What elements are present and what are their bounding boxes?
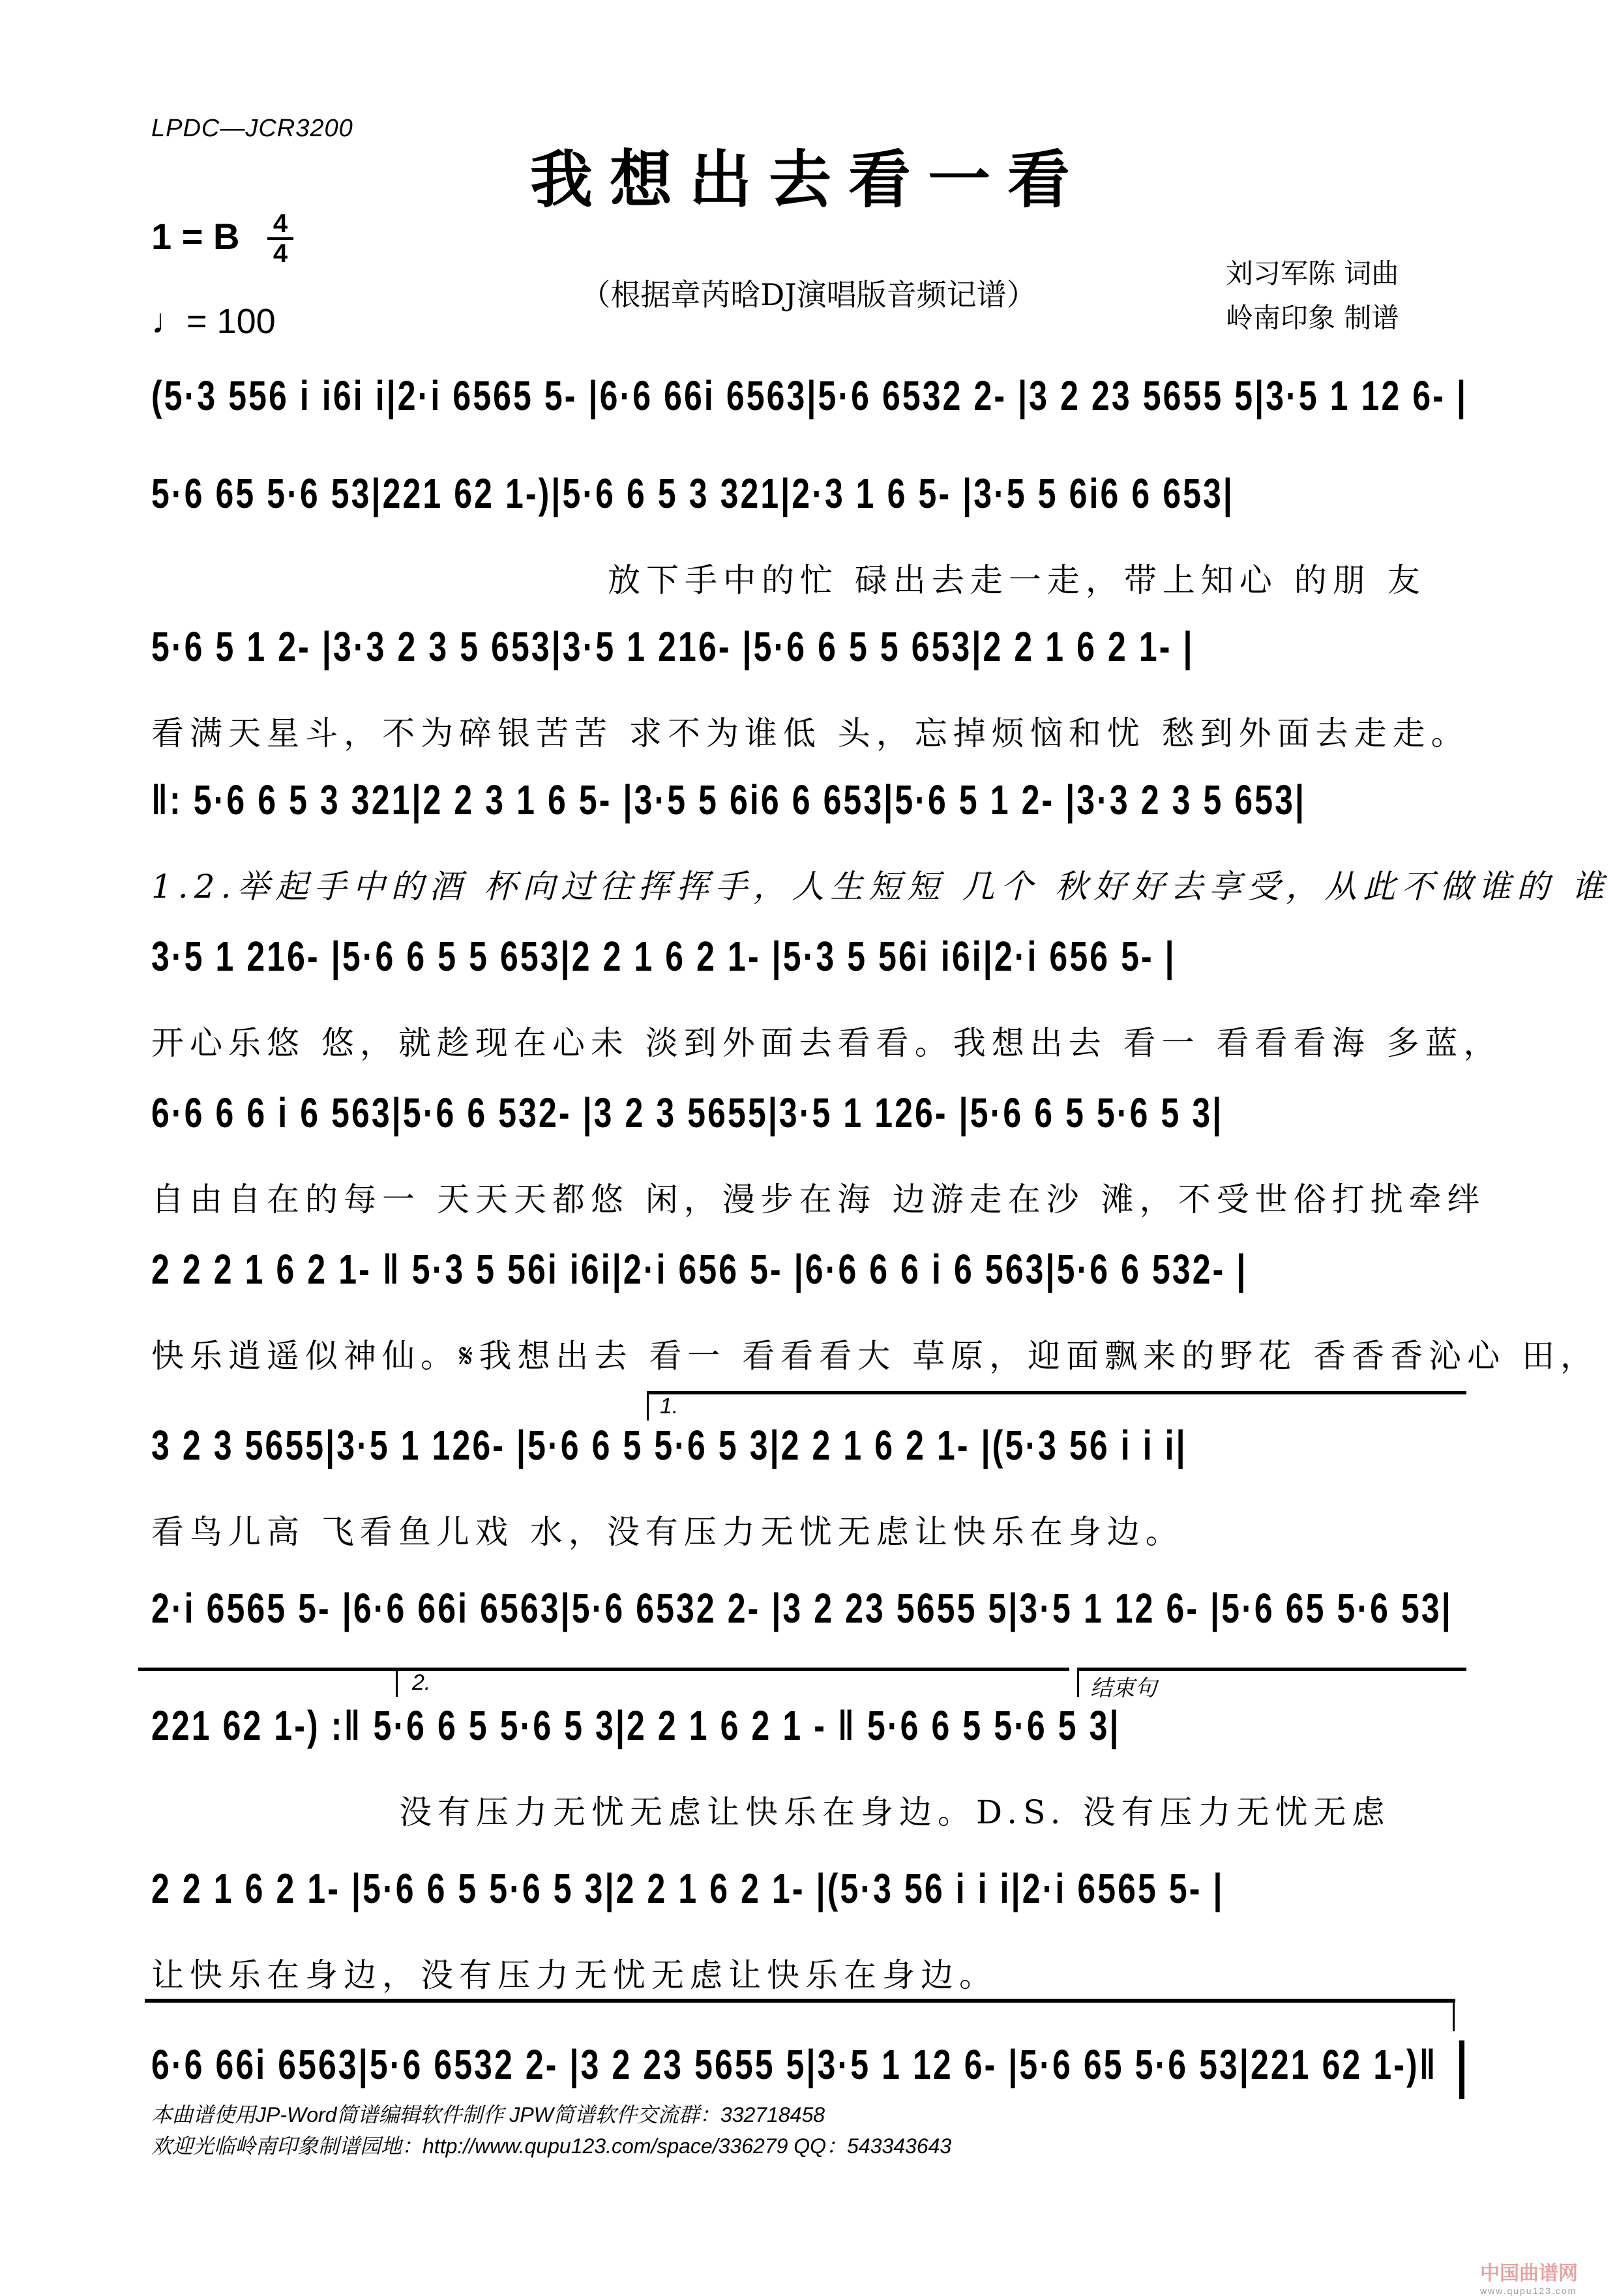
score-row-5 — [151, 932, 1502, 1063]
volta-bracket-1 — [647, 1391, 1466, 1420]
lyric-line: 1.2.举起手中的酒 杯向过往挥挥手，人生短短 几个 秋好好去享受，从此不做谁的 谁 — [151, 868, 1610, 905]
composer-credit: 刘习军陈 词曲 — [1226, 258, 1399, 289]
volta-bracket-2 — [396, 1668, 1069, 1697]
song-title: 我想出去看一看 — [530, 143, 1087, 216]
lyric-line: 没有压力无忧无虑让快乐在身边。D.S. 没有压力无忧无虑 — [399, 1793, 1391, 1831]
watermark-url: www.qupu123.com — [1480, 2286, 1577, 2296]
notation: ‖: 5·6 6 5 3 321|2 2 3 1 6 5- |3·5 5 6i6 6 653|5·6 5 1 2- |3·3 2 3 5 653| — [151, 776, 1307, 823]
time-signature-top: 4 — [273, 209, 288, 238]
notation: 2 2 1 6 2 1- |5·6 6 5 5·6 5 3|2 2 1 6 2 1- |(5·3 56 i i i|2·i 6565 5- | — [151, 1865, 1224, 1912]
score-row-6 — [151, 1089, 1486, 1219]
score-row-3 — [151, 623, 1470, 753]
notation: 3·5 1 216- |5·6 6 5 5 653|2 2 1 6 2 1- |5·3 5 56i i6i|2·i 656 5- | — [151, 933, 1176, 980]
footer — [151, 2099, 951, 2162]
score-row-7 — [151, 1245, 1599, 1376]
notation: 2·i 6565 5- |6·6 66i 6563|5·6 6532 2- |3 2 23 5655 5|3·5 1 12 6- |5·6 65 5·6 53| — [151, 1585, 1453, 1632]
footer-line-1: 本曲谱使用JP-Word简谱编辑软件制作 JPW简谱软件交流群：332718458 — [151, 2103, 825, 2127]
notation: 6·6 6 6 i 6 563|5·6 6 532- |3 2 3 5655|3·5 1 126- |5·6 6 5 5·6 5 3| — [151, 1089, 1224, 1136]
key-signature: 1 = B — [151, 216, 240, 257]
notation: (5·3 556 i i6i i|2·i 6565 5- |6·6 66i 6563|5·6 6532 2- |3 2 23 5655 5|3·5 1 12 6- | — [151, 372, 1468, 419]
volta-label-2: 2. — [412, 1670, 431, 1695]
footer-line-2: 欢迎光临岭南印象制谱园地：http://www.qupu123.com/space/336279 QQ：543343643 — [151, 2134, 952, 2158]
score-code: LPDC—JCR3200 — [151, 115, 353, 142]
score-row-8 — [151, 1394, 1464, 1552]
score-row-10 — [151, 1670, 1464, 1832]
notation: 3 2 3 5655|3·5 1 126- |5·6 6 5 5·6 5 3|2 2 1 6 2 1- |(5·3 56 i i i| — [151, 1422, 1187, 1469]
coda-label: 结束句 — [1090, 1676, 1157, 1701]
final-barline — [1459, 2040, 1464, 2099]
lyric-line: 放下手中的忙 碌出去走一走，带上知心 的朋 友 — [608, 561, 1426, 599]
notation: 5·6 65 5·6 53|221 62 1-)|5·6 6 5 3 321|2·3 1 6 5- |3·5 5 6i6 6 653| — [151, 470, 1234, 517]
subtitle: （根据章芮晗DJ演唱版音频记谱） — [580, 277, 1037, 312]
tempo-marking: ♩= 100 — [151, 302, 276, 341]
score-row-11 — [151, 1864, 1464, 1995]
time-signature — [267, 210, 293, 267]
score-row-4 — [151, 776, 1610, 906]
volta-label-1: 1. — [660, 1394, 679, 1419]
site-watermark — [1480, 2257, 1578, 2296]
lyric-line: 看鸟儿高 飞看鱼儿戏 水，没有压力无忧无虑让快乐在身边。 — [151, 1513, 1184, 1551]
lyric-line: 快乐逍遥似神仙。𝄋我想出去 看一 看看看大 草原，迎面飘来的野花 香香香沁心 田， — [151, 1337, 1599, 1375]
watermark-name: 中国曲谱网 — [1480, 2263, 1578, 2284]
notation: 2 2 2 1 6 2 1- ‖ 5·3 5 56i i6i|2·i 656 5- |6·6 6 6 i 6 563|5·6 6 532- | — [151, 1246, 1248, 1293]
lyric-line: 自由自在的每一 天天天都悠 闲，漫步在海 边游走在沙 滩，不受世俗打扰牵绊 — [151, 1181, 1486, 1218]
credits — [1226, 252, 1399, 340]
lyric-line: 看满天星斗，不为碎银苦苦 求不为谁低 头，忘掉烦恼和忧 愁到外面去走走。 — [151, 714, 1470, 752]
notation: 221 62 1-) :‖ 5·6 6 5 5·6 5 3|2 2 1 6 2 1 - ‖ 5·6 6 5 5·6 5 3| — [151, 1702, 1121, 1749]
time-signature-bottom: 4 — [273, 239, 288, 268]
notation: 6·6 66i 6563|5·6 6532 2- |3 2 23 5655 5|3·5 1 12 6- |5·6 65 5·6 53|221 62 1-)‖ — [151, 2041, 1438, 2088]
arranger-credit: 岭南印象 制谱 — [1226, 302, 1399, 334]
notation: 5·6 5 1 2- |3·3 2 3 5 653|3·5 1 216- |5·6 6 5 5 653|2 2 1 6 2 1- | — [151, 623, 1194, 670]
lyric-line: 让快乐在身边，没有压力无忧无虑让快乐在身边。 — [151, 1956, 998, 1994]
score-row-2 — [151, 469, 1464, 600]
lyric-line: 开心乐悠 悠，就趁现在心未 淡到外面去看看。我想出去 看一 看看看海 多蓝， — [151, 1024, 1502, 1062]
